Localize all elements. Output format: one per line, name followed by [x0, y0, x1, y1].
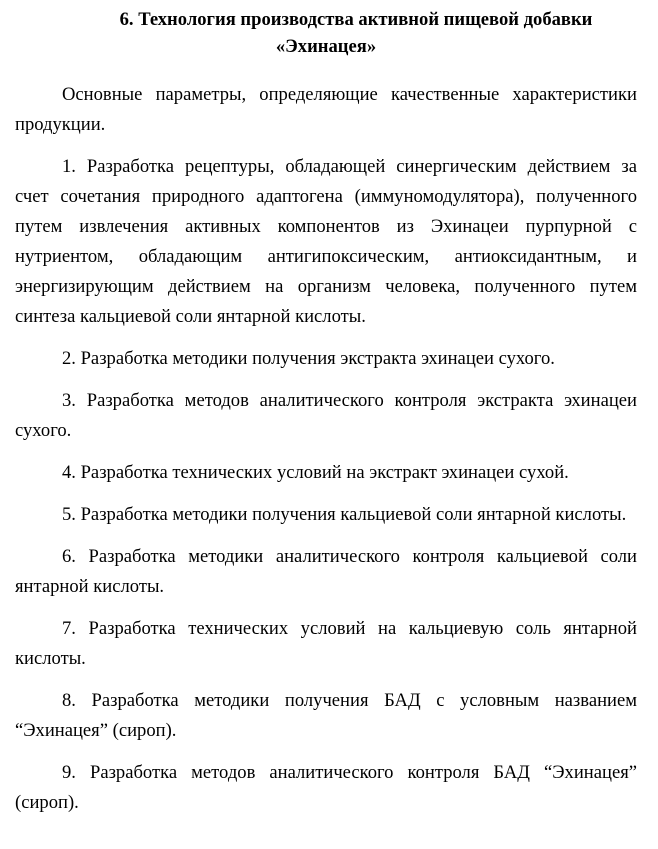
list-item-8: 8. Разработка методики получения БАД с условным названием “Эхинацея” (сироп). — [15, 690, 637, 741]
document-page — [15, 6, 637, 818]
list-item-4: 4. Разработка технических условий на экстракт эхинацеи сухой. — [62, 462, 569, 483]
list-item-1: 1. Разработка рецептуры, обладающей синергическим действием за счет сочетания природного адаптогена (иммуномодулятора), полученного путем извлечения активных компонентов из Эхинацеи пурпурной с нутриентом, обладающим антигипоксическим, антиоксидантным, и энергизирующим действием на организм человека, полученного путем синтеза кальциевой соли янтарной кислоты. — [15, 156, 637, 327]
list-item-6: 6. Разработка методики аналитического контроля кальциевой соли янтарной кислоты. — [15, 546, 637, 597]
list-item-7: 7. Разработка технических условий на кальциевую соль янтарной кислоты. — [15, 618, 637, 669]
list-item-3: 3. Разработка методов аналитического контроля экстракта эхинацеи сухого. — [15, 390, 637, 441]
list-item-5: 5. Разработка методики получения кальциевой соли янтарной кислоты. — [62, 504, 627, 525]
document-title — [15, 6, 637, 60]
list-item-9: 9. Разработка методов аналитического контроля БАД “Эхинацея” (сироп). — [15, 762, 637, 813]
list-item-2: 2. Разработка методики получения экстракта эхинацеи сухого. — [62, 348, 555, 369]
title-line-1: 6. Технология производства активной пищевой добавки — [119, 9, 593, 30]
title-line-2: «Эхинацея» — [275, 36, 377, 57]
intro-paragraph: Основные параметры, определяющие качественные характеристики продукции. — [15, 84, 637, 135]
